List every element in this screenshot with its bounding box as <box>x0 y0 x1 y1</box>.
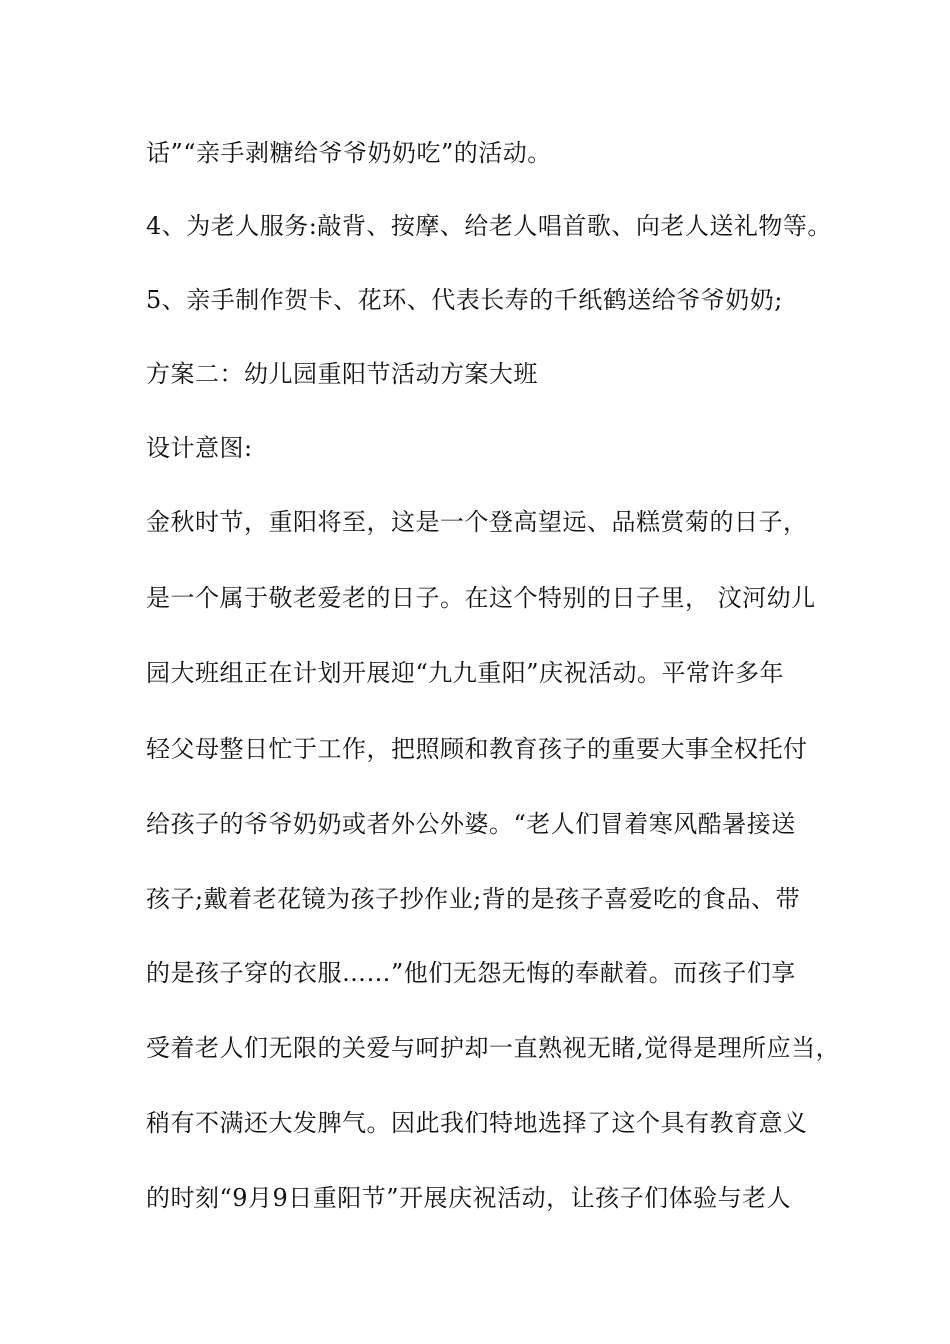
text-line: 孩子;戴着老花镜为孩子抄作业;背的是孩子喜爱吃的食品、带 <box>146 885 801 913</box>
text-line: 4、为老人服务:敲背、按摩、给老人唱首歌、向老人送礼物等。 <box>146 212 832 240</box>
text-line: 的是孩子穿的衣服……”他们无怨无悔的奉献着。而孩子们享 <box>146 959 796 987</box>
text-line: 稍有不满还大发脾气。因此我们特地选择了这个具有教育意义 <box>146 1109 808 1137</box>
subheading: 设计意图: <box>146 434 253 462</box>
text-line: 5、亲手制作贺卡、花环、代表长寿的千纸鹤送给爷爷奶奶; <box>146 286 783 314</box>
text-line: 话”“亲手剥糖给爷爷奶奶吃”的活动。 <box>146 139 552 167</box>
text-line: 受着老人们无限的关爱与呵护却一直熟视无睹,觉得是理所应当， <box>146 1034 841 1062</box>
text-line: 给孩子的爷爷奶奶或者外公外婆。“老人们冒着寒风酷暑接送 <box>146 810 796 838</box>
text-line: 金秋时节，重阳将至，这是一个登高望远、品糕赏菊的日子， <box>146 508 808 536</box>
text-line: 是一个属于敬老爱老的日子。在这个特别的日子里， 汶河幼儿 <box>146 584 816 612</box>
text-line: 轻父母整日忙于工作，把照顾和教育孩子的重要大事全权托付 <box>146 735 808 763</box>
text-line: 园大班组正在计划开展迎“九九重阳”庆祝活动。平常许多年 <box>146 659 785 687</box>
text-line: 的时刻“9月9日重阳节”开展庆祝活动，让孩子们体验与老人 <box>146 1184 792 1212</box>
section-heading: 方案二：幼儿园重阳节活动方案大班 <box>146 360 538 388</box>
